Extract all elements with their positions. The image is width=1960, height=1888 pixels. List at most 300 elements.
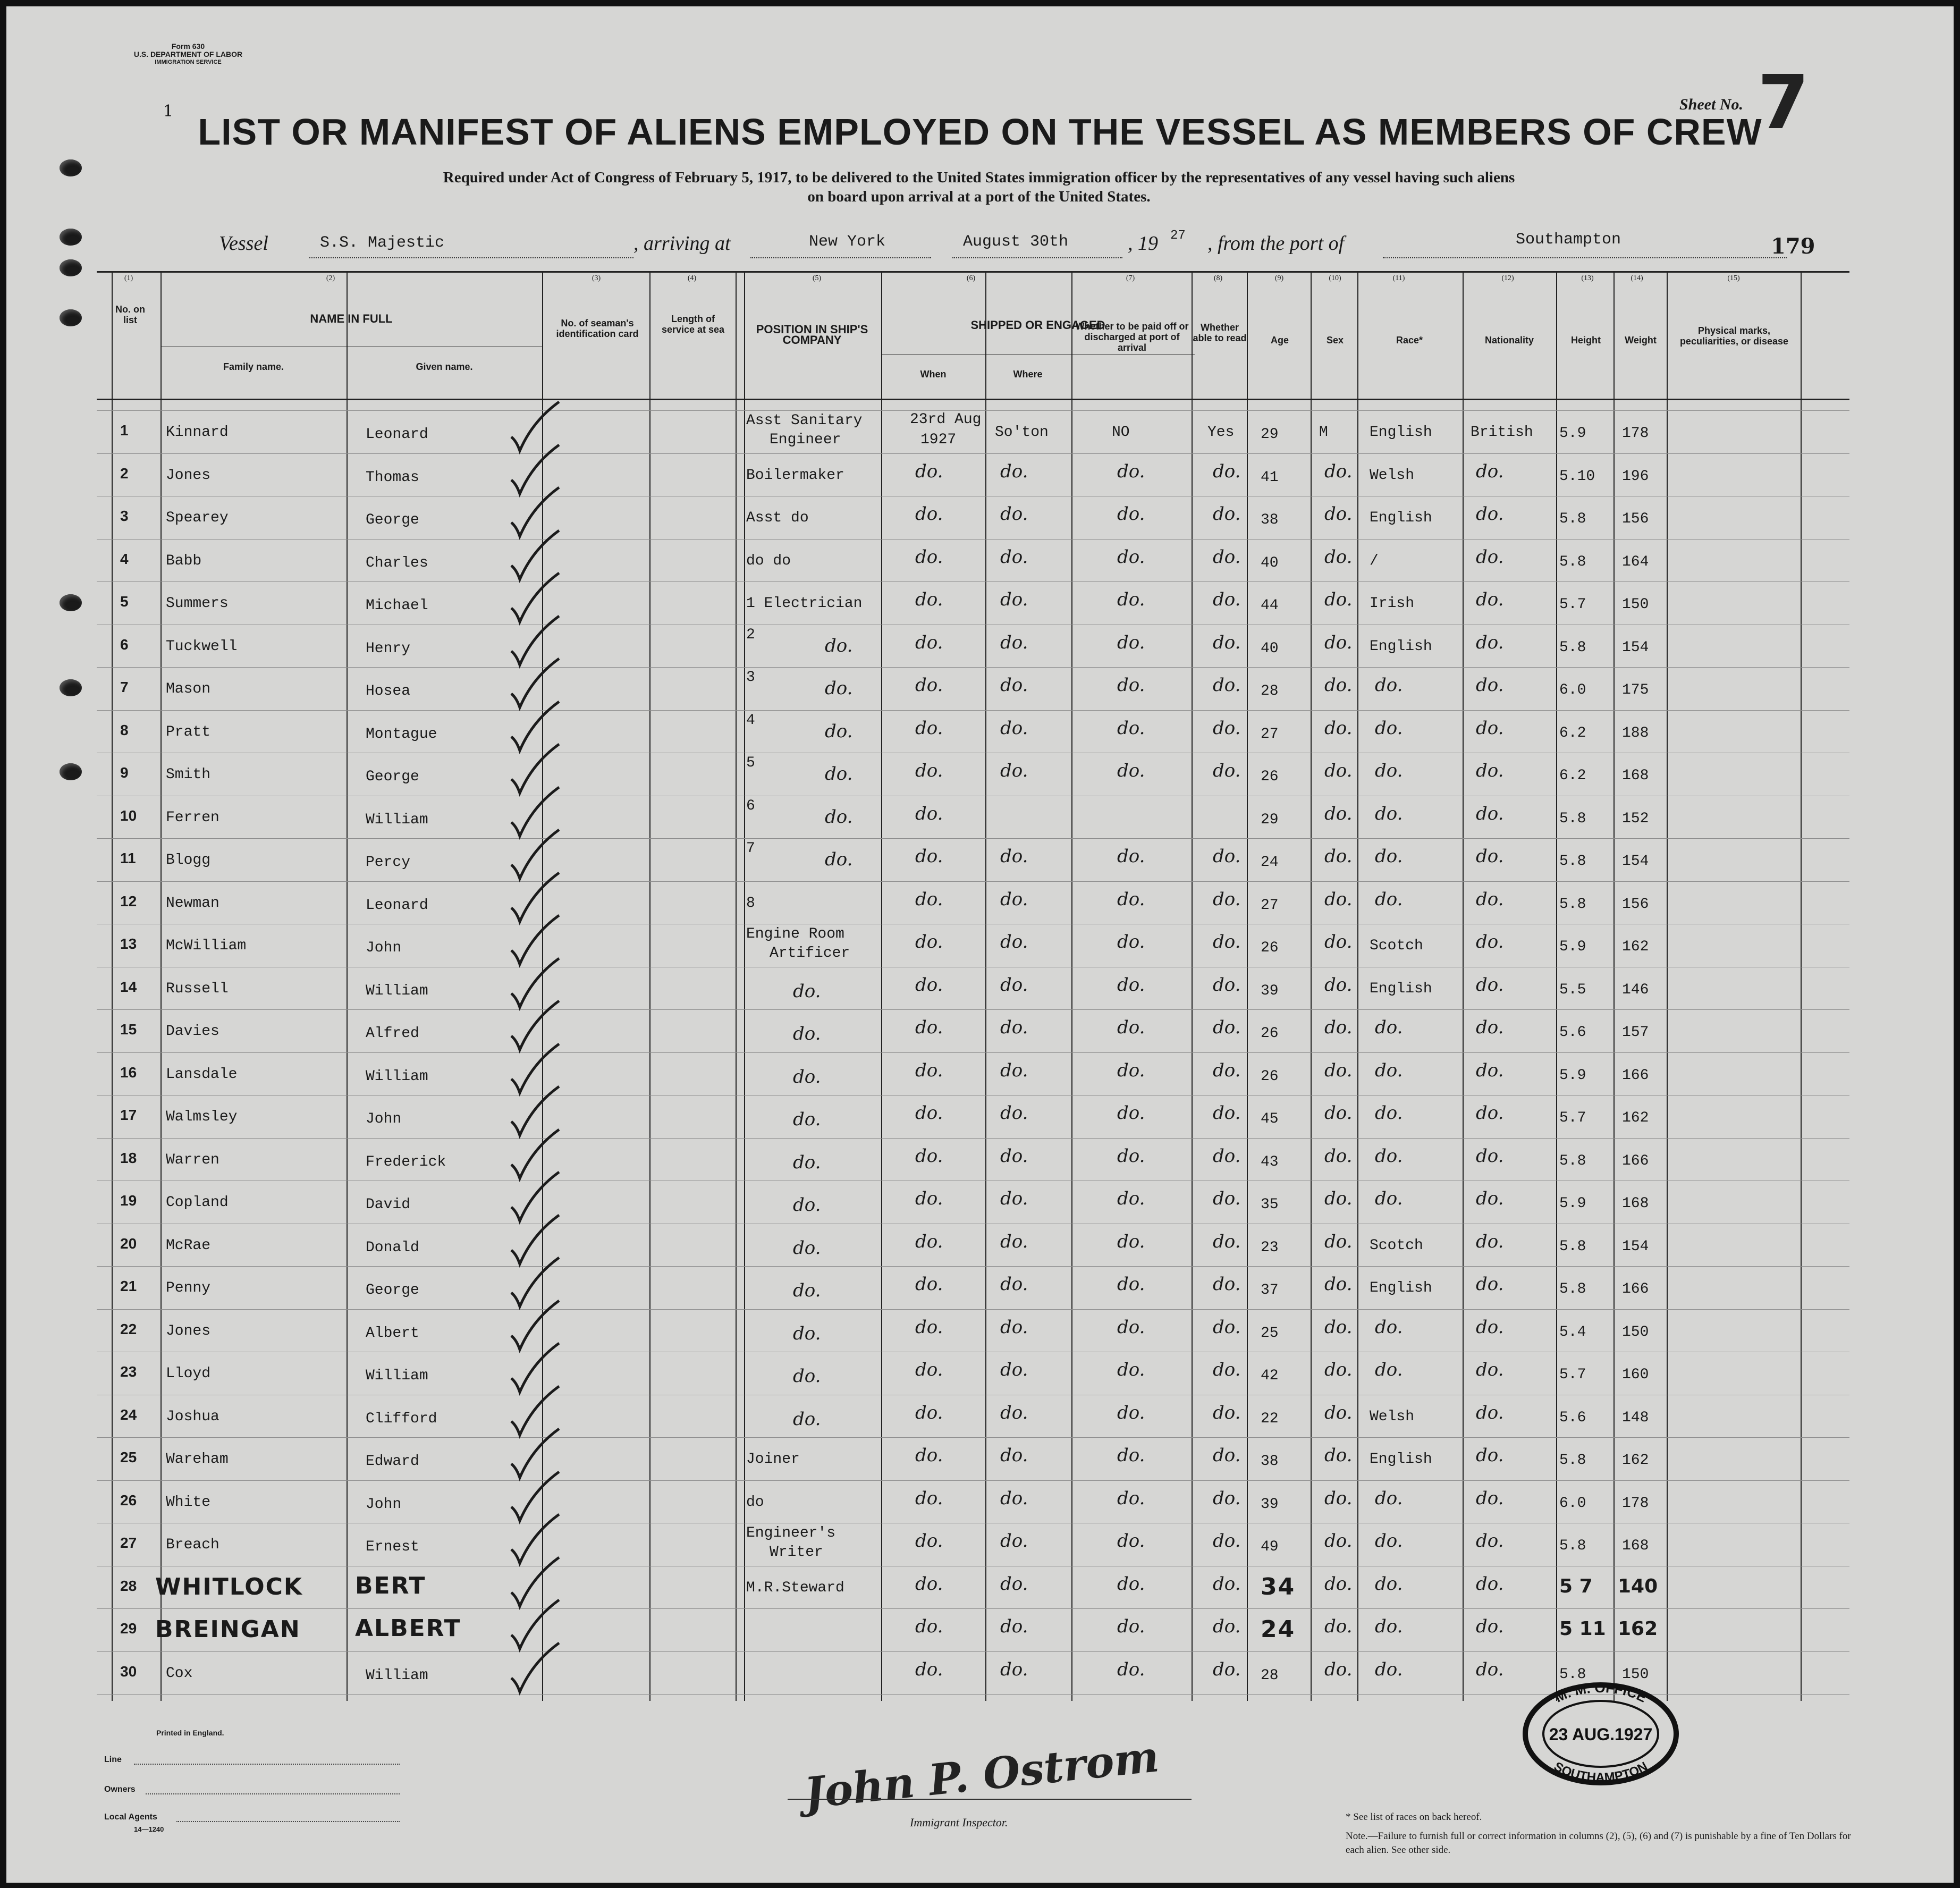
- paid-ditto: do.: [1117, 546, 1145, 568]
- position: do.: [793, 1322, 821, 1344]
- weight: 162: [1622, 1452, 1649, 1469]
- paid-ditto: do.: [1117, 589, 1145, 610]
- where-ditto: do.: [1000, 1274, 1028, 1295]
- punch-hole: [60, 763, 82, 780]
- position: Asst do: [746, 510, 809, 526]
- position: do.: [793, 1366, 821, 1387]
- sex-ditto: do.: [1324, 1188, 1353, 1209]
- subtitle: [240, 168, 1718, 206]
- row-rule: [97, 410, 1849, 411]
- given-name: Albert: [366, 1325, 419, 1342]
- punch-hole: [60, 309, 82, 326]
- arrival-date: August 30th: [963, 233, 1069, 251]
- given-name: Leonard: [366, 426, 428, 443]
- read-ditto: do.: [1213, 1487, 1241, 1509]
- position: 4: [746, 712, 755, 729]
- sheet-number: 7: [1758, 60, 1810, 146]
- col-header-position: POSITION IN SHIP'S COMPANY: [756, 323, 868, 347]
- line-label: Line: [104, 1755, 122, 1764]
- when-ditto: do.: [915, 1017, 943, 1038]
- subtitle-line-1: Required under Act of Congress of February 5, 1917, to be delivered to the United States immigration officer by the representatives of any vessel having such aliens: [443, 169, 1515, 186]
- position: do.: [793, 1066, 821, 1088]
- where-ditto: do.: [1000, 1017, 1028, 1038]
- position: do.: [793, 1109, 821, 1130]
- sex-ditto: do.: [1324, 1402, 1353, 1423]
- age: 25: [1261, 1325, 1279, 1342]
- row-number: 21: [120, 1278, 137, 1294]
- paid-ditto: do.: [1117, 1658, 1145, 1680]
- row-rule: [97, 1138, 1849, 1139]
- when-ditto: do.: [915, 1359, 943, 1380]
- where-ditto: do.: [1000, 846, 1028, 867]
- sex-ditto: do.: [1324, 931, 1353, 953]
- when-ditto: do.: [915, 846, 943, 867]
- family-name: Tuckwell: [166, 638, 238, 655]
- given-name: ALBERT: [355, 1615, 461, 1642]
- family-name: Blogg: [166, 852, 211, 869]
- department: U.S. DEPARTMENT OF LABOR: [133, 50, 243, 58]
- manifest-sheet: [6, 6, 1954, 1883]
- position: Boilermaker: [746, 467, 844, 484]
- age: 40: [1261, 554, 1279, 571]
- where-ditto: do.: [1000, 888, 1028, 910]
- paid: NO: [1112, 424, 1130, 441]
- height: 5 11: [1559, 1618, 1606, 1640]
- age: 41: [1261, 469, 1279, 486]
- row-rule: [97, 1480, 1849, 1481]
- col-num: (6): [966, 274, 976, 282]
- position-ditto: do.: [825, 678, 853, 699]
- family-name: White: [166, 1494, 211, 1511]
- height: 5.8: [1559, 810, 1586, 827]
- sex: M: [1319, 424, 1328, 441]
- col-num: (1): [124, 274, 133, 282]
- sex-ditto: do.: [1324, 717, 1353, 739]
- row-number: 28: [120, 1577, 137, 1594]
- row-number: 24: [120, 1406, 137, 1423]
- weight: 146: [1622, 981, 1649, 998]
- sex-ditto: do.: [1324, 1573, 1353, 1595]
- table-header-rule: [97, 399, 1849, 400]
- sex-ditto: do.: [1324, 503, 1353, 525]
- race-ditto: do.: [1375, 1530, 1403, 1552]
- family-name: Jones: [166, 467, 211, 484]
- given-name: Edward: [366, 1453, 419, 1470]
- form-code: 14—1240: [134, 1825, 164, 1833]
- height: 5.8: [1559, 1238, 1586, 1255]
- col-num: (7): [1126, 274, 1135, 282]
- age: 42: [1261, 1368, 1279, 1384]
- when-ditto: do.: [915, 546, 943, 568]
- nat-ditto: do.: [1476, 460, 1504, 482]
- inspector-label: Immigrant Inspector.: [910, 1816, 1008, 1829]
- age: 28: [1261, 683, 1279, 699]
- stamp-date: 23 AUG.1927: [1549, 1725, 1653, 1744]
- age: 38: [1261, 512, 1279, 528]
- given-name: Leonard: [366, 897, 428, 914]
- nat: British: [1471, 424, 1533, 441]
- paid-ditto: do.: [1117, 888, 1145, 910]
- row-number: 30: [120, 1663, 137, 1680]
- column-rule: [1556, 271, 1557, 1701]
- position: do.: [793, 1408, 821, 1430]
- column-rule: [881, 271, 882, 1701]
- height: 5.8: [1559, 553, 1586, 570]
- read-ditto: do.: [1213, 589, 1241, 610]
- column-rule: [1667, 271, 1668, 1701]
- inspector-signature: John P. Ostrom: [801, 1731, 1161, 1818]
- age: 23: [1261, 1239, 1279, 1256]
- height: 5.9: [1559, 1067, 1586, 1084]
- nat-ditto: do.: [1476, 1188, 1504, 1209]
- read-ditto: do.: [1213, 1145, 1241, 1167]
- page-number: 179: [1771, 234, 1815, 259]
- race-ditto: do.: [1375, 1059, 1403, 1081]
- weight: 162: [1622, 1110, 1649, 1126]
- read-ditto: do.: [1213, 1530, 1241, 1552]
- sex-ditto: do.: [1324, 589, 1353, 610]
- sex-ditto: do.: [1324, 1530, 1353, 1552]
- col-num: (3): [592, 274, 601, 282]
- age: 34: [1261, 1573, 1296, 1600]
- col-header-nationality: Nationality: [1484, 335, 1534, 345]
- position: do.: [793, 980, 821, 1002]
- read-ditto: do.: [1213, 888, 1241, 910]
- given-name: Thomas: [366, 469, 419, 486]
- col-header-where: Where: [1013, 369, 1043, 380]
- weight: 160: [1622, 1367, 1649, 1383]
- penalty-note: Note.—Failure to furnish full or correct information in columns (2), (5), (6) and (7) is punishable by a fine of Ten Dollars for each alien. See other side.: [1346, 1831, 1851, 1856]
- family-name: Pratt: [166, 723, 211, 740]
- row-number: 5: [120, 593, 129, 610]
- column-rule: [1463, 271, 1464, 1701]
- position: 5: [746, 755, 755, 771]
- read-ditto: do.: [1213, 931, 1241, 953]
- position: Asst Sanitary: [746, 412, 863, 429]
- height: 5.8: [1559, 1452, 1586, 1469]
- race: English: [1370, 1280, 1432, 1296]
- age: 24: [1261, 854, 1279, 871]
- sex-ditto: do.: [1324, 1059, 1353, 1081]
- race: English: [1370, 980, 1432, 997]
- when-ditto: do.: [915, 675, 943, 696]
- height: 6.2: [1559, 724, 1586, 741]
- family-name: Mason: [166, 681, 211, 697]
- col-num: (5): [812, 274, 822, 282]
- where-ditto: do.: [1000, 631, 1028, 653]
- family-name: Davies: [166, 1023, 219, 1040]
- row-rule: [97, 881, 1849, 882]
- row-number: 19: [120, 1192, 137, 1209]
- when-ditto: do.: [915, 1616, 943, 1637]
- sex-ditto: do.: [1324, 1102, 1353, 1124]
- col-num: (11): [1392, 274, 1405, 282]
- read-ditto: do.: [1213, 1059, 1241, 1081]
- where-ditto: do.: [1000, 1530, 1028, 1552]
- nat-ditto: do.: [1476, 1145, 1504, 1167]
- position: do do: [746, 552, 791, 569]
- race: English: [1370, 1451, 1432, 1468]
- column-rule: [649, 271, 650, 1701]
- age: 26: [1261, 1068, 1279, 1085]
- race-ditto: do.: [1375, 846, 1403, 867]
- height: 5.7: [1559, 1110, 1586, 1126]
- height: 5.7: [1559, 596, 1586, 613]
- nat-ditto: do.: [1476, 1402, 1504, 1423]
- given-name: John: [366, 1111, 402, 1127]
- position: Engineer's: [746, 1525, 836, 1541]
- position: Joiner: [746, 1451, 800, 1468]
- sex-ditto: do.: [1324, 1230, 1353, 1252]
- paid-ditto: do.: [1117, 1530, 1145, 1552]
- position: do.: [793, 1194, 821, 1216]
- paid-ditto: do.: [1117, 1017, 1145, 1038]
- age: 40: [1261, 640, 1279, 657]
- race-ditto: do.: [1375, 1487, 1403, 1509]
- given-name: Clifford: [366, 1410, 437, 1427]
- where-ditto: do.: [1000, 931, 1028, 953]
- weight: 166: [1622, 1067, 1649, 1084]
- family-name: Joshua: [166, 1408, 219, 1425]
- given-name: George: [366, 1282, 419, 1299]
- height: 5.8: [1559, 1152, 1586, 1169]
- race: Welsh: [1370, 467, 1415, 484]
- paid-ditto: do.: [1117, 1059, 1145, 1081]
- sheet-label: Sheet No.: [1679, 96, 1743, 113]
- nat-ditto: do.: [1476, 846, 1504, 867]
- height: 5.5: [1559, 981, 1586, 998]
- stamp-bottom-text: SOUTHAMPTON: [1551, 1759, 1650, 1785]
- race-ditto: do.: [1375, 888, 1403, 910]
- punch-hole: [60, 679, 82, 696]
- where-ditto: do.: [1000, 1059, 1028, 1081]
- read-ditto: do.: [1213, 1445, 1241, 1466]
- where-ditto: do.: [1000, 1573, 1028, 1595]
- weight: 168: [1622, 768, 1649, 784]
- col-header-weight: Weight: [1625, 335, 1657, 345]
- col-num: (10): [1329, 274, 1341, 282]
- row-number: 2: [120, 465, 129, 482]
- paid-ditto: do.: [1117, 1188, 1145, 1209]
- when-ditto: do.: [915, 1188, 943, 1209]
- height: 5.9: [1559, 1195, 1586, 1212]
- given-name: Montague: [366, 726, 437, 743]
- form-number: Form 630: [171, 42, 205, 50]
- position: 6: [746, 797, 755, 814]
- age: 28: [1261, 1667, 1279, 1684]
- height: 6.2: [1559, 768, 1586, 784]
- where-ditto: do.: [1000, 974, 1028, 996]
- vessel-line: [219, 229, 1866, 262]
- position-ditto: do.: [825, 720, 853, 742]
- weight: 154: [1622, 853, 1649, 870]
- weight: 178: [1622, 425, 1649, 442]
- paid-ditto: do.: [1117, 1145, 1145, 1167]
- where-ditto: do.: [1000, 1445, 1028, 1466]
- column-rule: [347, 271, 348, 1701]
- when-ditto: do.: [915, 1402, 943, 1423]
- position-ditto: do.: [825, 806, 853, 828]
- where-ditto: do.: [1000, 1145, 1028, 1167]
- paid-ditto: do.: [1117, 1359, 1145, 1380]
- sex-ditto: do.: [1324, 846, 1353, 867]
- race-ditto: do.: [1375, 1658, 1403, 1680]
- paid-ditto: do.: [1117, 1402, 1145, 1423]
- svg-text:SOUTHAMPTON: [1551, 1759, 1650, 1785]
- column-rule: [160, 271, 162, 1701]
- race-ditto: do.: [1375, 803, 1403, 824]
- nat-ditto: do.: [1476, 931, 1504, 953]
- when-ditto: do.: [915, 1487, 943, 1509]
- race: /: [1370, 552, 1379, 569]
- when-ditto: do.: [915, 1230, 943, 1252]
- family-name: Ferren: [166, 809, 219, 826]
- position-line-2: Artificer: [770, 945, 850, 962]
- height: 5.8: [1559, 1666, 1586, 1683]
- family-name: Summers: [166, 595, 229, 612]
- row-number: 29: [120, 1620, 137, 1637]
- where-ditto: do.: [1000, 546, 1028, 568]
- from-label: , from the port of: [1207, 232, 1345, 255]
- row-rule: [97, 667, 1849, 668]
- office-stamp: [1521, 1681, 1680, 1787]
- paid-ditto: do.: [1117, 1274, 1145, 1295]
- weight: 162: [1618, 1618, 1658, 1640]
- position-line-2: Engineer: [770, 432, 841, 448]
- family-name: Smith: [166, 766, 211, 783]
- where-ditto: do.: [1000, 1102, 1028, 1124]
- where-ditto: do.: [1000, 1487, 1028, 1509]
- row-number: 18: [120, 1149, 137, 1166]
- paid-ditto: do.: [1117, 460, 1145, 482]
- race: Scotch: [1370, 1237, 1423, 1254]
- read-ditto: do.: [1213, 460, 1241, 482]
- weight: 166: [1622, 1281, 1649, 1297]
- paid-ditto: do.: [1117, 931, 1145, 953]
- row-number: 1: [120, 422, 129, 439]
- height: 5 7: [1559, 1575, 1593, 1597]
- given-name: Percy: [366, 854, 411, 871]
- column-rule: [744, 271, 745, 1701]
- when-ditto: do.: [915, 460, 943, 482]
- when-ditto: do.: [915, 888, 943, 910]
- weight: 140: [1618, 1575, 1658, 1597]
- family-name: Newman: [166, 895, 219, 912]
- height: 5.8: [1559, 1538, 1586, 1554]
- height: 5.6: [1559, 1024, 1586, 1041]
- race-ditto: do.: [1375, 760, 1403, 781]
- race: English: [1370, 424, 1432, 441]
- nat-ditto: do.: [1476, 546, 1504, 568]
- where-ditto: do.: [1000, 1616, 1028, 1637]
- column-rule: [1357, 271, 1358, 1701]
- weight: 157: [1622, 1024, 1649, 1041]
- pen-mark: 1: [163, 102, 174, 121]
- when-year: 1927: [920, 432, 957, 448]
- age: 37: [1261, 1282, 1279, 1299]
- where-ditto: do.: [1000, 1402, 1028, 1423]
- weight: 150: [1622, 1324, 1649, 1341]
- row-rule: [97, 453, 1849, 454]
- row-rule: [97, 1437, 1849, 1438]
- read-ditto: do.: [1213, 1658, 1241, 1680]
- family-name: Copland: [166, 1194, 229, 1211]
- row-number: 16: [120, 1064, 137, 1081]
- age: 26: [1261, 940, 1279, 956]
- row-rule: [97, 1266, 1849, 1267]
- column-rule: [1801, 271, 1802, 1701]
- race-ditto: do.: [1375, 1316, 1403, 1338]
- when-ditto: do.: [915, 1658, 943, 1680]
- row-rule: [97, 1608, 1849, 1609]
- family-name: Babb: [166, 552, 202, 569]
- when-ditto: do.: [915, 760, 943, 781]
- race-ditto: do.: [1375, 1359, 1403, 1380]
- height: 5.9: [1559, 939, 1586, 955]
- col-num: (13): [1581, 274, 1594, 282]
- where-ditto: do.: [1000, 1230, 1028, 1252]
- weight: 154: [1622, 639, 1649, 656]
- col-header-physical: Physical marks, peculiarities, or disease: [1679, 325, 1789, 347]
- row-number: 13: [120, 935, 137, 952]
- sex-ditto: do.: [1324, 1658, 1353, 1680]
- position: do.: [793, 1151, 821, 1173]
- sex-ditto: do.: [1324, 1017, 1353, 1038]
- col-num: (12): [1501, 274, 1514, 282]
- sex-ditto: do.: [1324, 760, 1353, 781]
- weight: 156: [1622, 896, 1649, 913]
- position: 1 Electrician: [746, 595, 863, 612]
- row-number: 6: [120, 636, 129, 653]
- nat-ditto: do.: [1476, 717, 1504, 739]
- sex-ditto: do.: [1324, 1359, 1353, 1380]
- row-number: 15: [120, 1021, 137, 1038]
- given-name: William: [366, 1368, 428, 1384]
- col-header-when: When: [920, 369, 947, 380]
- given-name: John: [366, 940, 402, 956]
- height: 5.8: [1559, 853, 1586, 870]
- when-ditto: do.: [915, 931, 943, 953]
- when-ditto: do.: [915, 1059, 943, 1081]
- read-ditto: do.: [1213, 1274, 1241, 1295]
- weight: 156: [1622, 511, 1649, 527]
- family-name: Jones: [166, 1322, 211, 1339]
- position: Engine Room: [746, 926, 844, 942]
- race-ditto: do.: [1375, 1573, 1403, 1595]
- family-name: Kinnard: [166, 424, 229, 441]
- given-name: Donald: [366, 1239, 419, 1256]
- year: 27: [1170, 229, 1186, 243]
- year-prefix: , 19: [1128, 232, 1158, 255]
- read-ditto: do.: [1213, 631, 1241, 653]
- subtitle-line-2: on board upon arrival at a port of the United States.: [807, 188, 1151, 205]
- given-name: George: [366, 512, 419, 528]
- sex-ditto: do.: [1324, 1487, 1353, 1509]
- form-header: [119, 43, 257, 66]
- nat-ditto: do.: [1476, 1616, 1504, 1637]
- row-rule: [97, 710, 1849, 711]
- row-rule: [97, 581, 1849, 582]
- position-ditto: do.: [825, 763, 853, 785]
- row-rule: [97, 539, 1849, 540]
- weight: 196: [1622, 468, 1649, 485]
- read-ditto: do.: [1213, 1359, 1241, 1380]
- row-number: 9: [120, 764, 129, 781]
- given-name: Frederick: [366, 1153, 446, 1170]
- height: 5.4: [1559, 1324, 1586, 1341]
- col-num: (8): [1213, 274, 1223, 282]
- punch-hole: [60, 594, 82, 611]
